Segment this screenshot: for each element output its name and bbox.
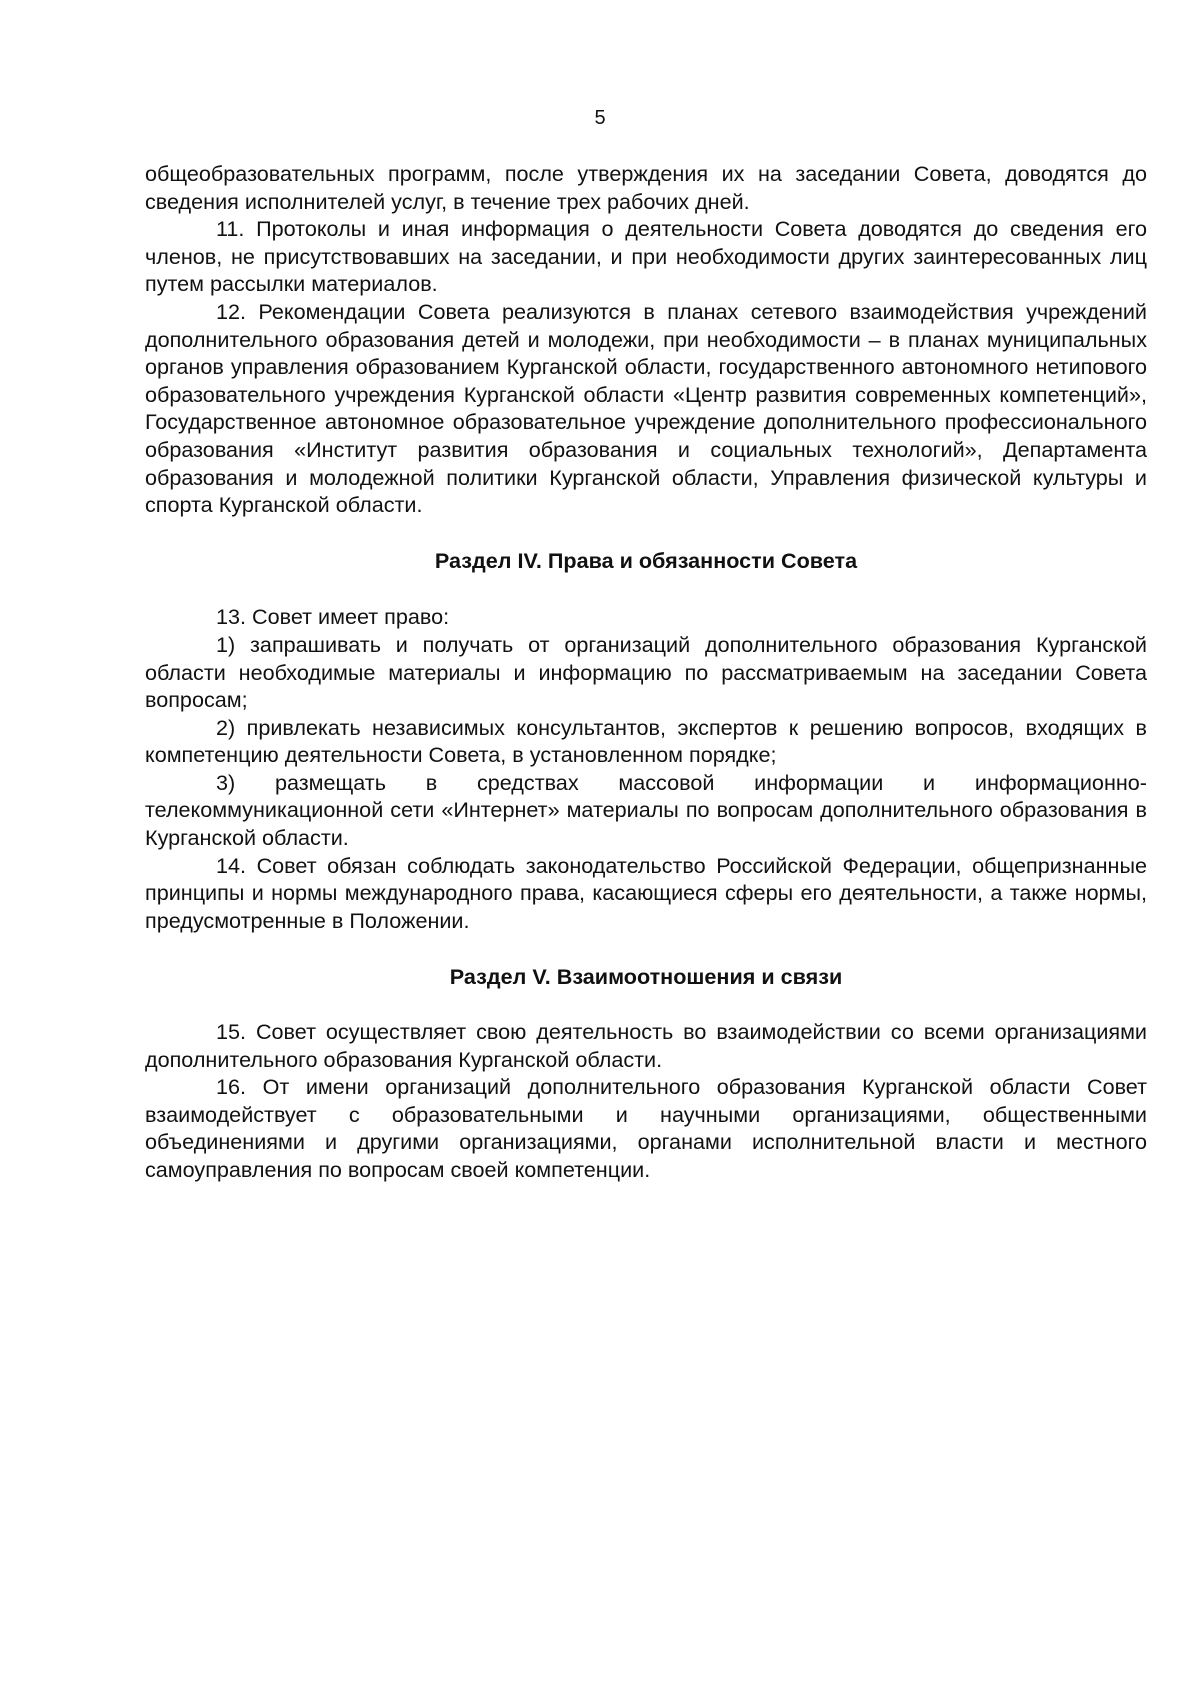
paragraph-14: 14. Совет обязан соблюдать законодательство Российской Федерации, общепризнанные принципы и нормы международного права, касающиеся сферы его деятельности, а также нормы, предусмотренные в Положении. bbox=[145, 852, 1147, 933]
paragraph-12: 12. Рекомендации Совета реализуются в планах сетевого взаимодействия учреждений дополнительного образования детей и молодежи, при необходимости – в планах муниципальных органов управления образованием Курганской области, государственного автономного нетипового образовательного учреждения Курганской области «Центр развития современных компетенций», Государственное автономное образовательное учреждение дополнительного профессионального образования «Институт развития образования и социальных технологий», Департамента образования и молодежной политики Курганской области, Управления физической культуры и спорта Курганской области. bbox=[145, 298, 1147, 518]
section-5-heading: Раздел V. Взаимоотношения и связи bbox=[449, 964, 843, 990]
paragraph-15: 15. Совет осуществляет свою деятельность во взаимодействии со всеми организациями дополнительного образования Курганской области. bbox=[145, 1019, 1147, 1072]
paragraph-continuation: общеобразовательных программ, после утверждения их на заседании Совета, доводятся до сведения исполнителей услуг, в течение трех рабочих дней. bbox=[145, 161, 1147, 214]
paragraph-13-item-2: 2) привлекать независимых консультантов, экспертов к решению вопросов, входящих в компетенцию деятельности Совета, в установленном порядке; bbox=[145, 714, 1147, 768]
paragraph-16: 16. От имени организаций дополнительного образования Курганской области Совет взаимодействует с образовательными и научными организациями, общественными объединениями и другими организациями, органами исполнительной власти и местного самоуправления по вопросам своей компетенции. bbox=[145, 1074, 1147, 1182]
paragraph-11: 11. Протоколы и иная информация о деятельности Совета доводятся до сведения его членов, не присутствовавших на заседании, и при необходимости других заинтересованных лиц путем рассылки материалов. bbox=[145, 216, 1147, 297]
paragraph-13-item-1: 1) запрашивать и получать от организаций дополнительного образования Курганской области необходимые материалы и информацию по рассматриваемым на заседании Совета вопросам; bbox=[145, 631, 1147, 713]
section-4-heading: Раздел IV. Права и обязанности Совета bbox=[434, 547, 858, 573]
paragraph-13-item-3: 3) размещать в средствах массовой информации и информационно-телекоммуникационной сети «Интернет» материалы по вопросам дополнительного образования в Курганской области. bbox=[145, 769, 1147, 851]
page-number: 5 bbox=[594, 107, 606, 129]
paragraph-13: 13. Совет имеет право: bbox=[216, 604, 450, 630]
document-body bbox=[145, 160, 1147, 1184]
